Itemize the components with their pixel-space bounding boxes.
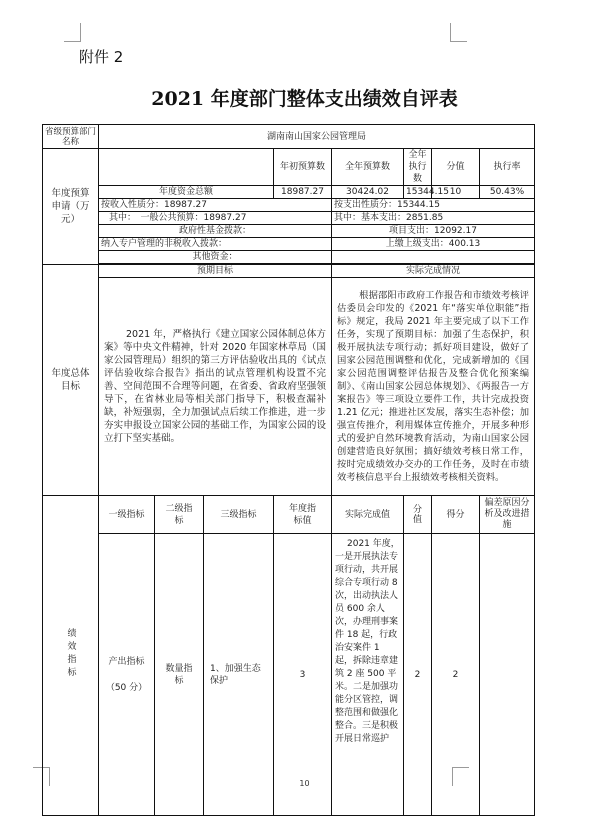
expense-basic: 其中：基本支出：2851.85	[332, 212, 535, 225]
expense-upper: 上缴上级支出：400.13	[332, 238, 535, 251]
total-exec-rate: 50.43%	[480, 186, 535, 199]
budget-header-row	[43, 149, 535, 186]
expense-by-nature: 按支出性质分：15344.15	[332, 199, 535, 212]
income-other: 其他资金：	[99, 251, 332, 264]
col-points: 分值	[432, 149, 480, 186]
col-initial-budget: 年初预算数	[274, 149, 332, 186]
col-deviation: 偏差原因分析及改进措施	[480, 496, 535, 534]
income-expense-row-3	[43, 225, 535, 238]
col-level1: 一级指标	[99, 496, 155, 534]
col-annual-executed: 全年执行数	[404, 149, 432, 186]
budget-header-blank	[99, 149, 274, 186]
page-number: 10	[299, 779, 310, 788]
income-general-budget: 其中： 一般公共预算：18987.27	[99, 212, 332, 225]
budget-total-row	[43, 186, 535, 199]
total-initial: 18987.27	[274, 186, 332, 199]
indicator-section-label: 绩效指标	[43, 496, 99, 816]
expected-goal-text: 2021 年，严格执行《建立国家公园体制总体方案》等中央文件精神，针对 2020 年国家林草局（国家公园管理局）组织的第三方评估验收出具的《试点评估验收综合报告》指出的试点管理机构设置不完善、空间范围不合理等问题，在省委、省政府坚强领导下，在省林业局等相关部门指导下，积极查漏补缺，补短强弱，全力加强试点后续工作推进，进一步夯实申报设立国家公园的基础工作，为国家公园的设立打下坚实基础。	[99, 278, 332, 496]
col-exec-rate: 执行率	[480, 149, 535, 186]
total-label: 年度资金总额	[99, 186, 274, 199]
total-executed: 15344.15	[404, 186, 432, 199]
income-by-nature: 按收入性质分：18987.27	[99, 199, 332, 212]
col-target: 年度指标值	[274, 496, 332, 534]
gap	[101, 668, 152, 682]
attachment-label: 附件 2	[79, 48, 124, 66]
actual-cell: 2021 年度，一是开展执法专项行动，共开展综合专项行动 8 次，出动执法人员 600 余人次，办理刑事案件 18 起，行政治安案件 1 起，拆除违章建筑 2 座 500 平米。二是加强功能分区管控，调整范围和做强化整合。三是积极开展日常巡护	[332, 534, 404, 816]
expense-blank	[332, 251, 535, 264]
budget-section-label: 年度预算申请（万元）	[43, 149, 99, 265]
dept-row	[43, 125, 535, 149]
dept-label: 省级预算部门名称	[43, 125, 99, 149]
col-level2: 二级指标	[155, 496, 204, 534]
income-expense-row-4	[43, 238, 535, 251]
document-title: 2021 年度部门整体支出绩效自评表	[151, 88, 458, 110]
score-cell: 2	[432, 534, 480, 816]
crop-mark-top-right	[450, 23, 467, 42]
indicator-row	[43, 534, 535, 816]
col-ind-points: 分值	[404, 496, 432, 534]
goal-section-label: 年度总体目标	[43, 265, 99, 496]
dept-name: 湖南南山国家公园管理局	[99, 125, 535, 149]
expected-goal-header: 预期目标	[99, 265, 332, 278]
expense-project: 项目支出：12092.17	[332, 225, 535, 238]
income-expense-row-1	[43, 199, 535, 212]
level1-score: （50 分）	[105, 682, 148, 693]
points-cell: 2	[404, 534, 432, 816]
deviation-cell	[480, 534, 535, 816]
income-gov-fund: 政府性基金拨款：	[99, 225, 332, 238]
income-expense-row-2	[43, 212, 535, 225]
col-ind-score: 得分	[432, 496, 480, 534]
total-annual: 30424.02	[332, 186, 404, 199]
crop-mark-top-left	[64, 23, 81, 42]
actual-goal-header: 实际完成情况	[332, 265, 535, 278]
col-level3: 三级指标	[204, 496, 274, 534]
income-expense-row-5	[43, 251, 535, 264]
target-cell: 3	[274, 534, 332, 816]
col-actual: 实际完成值	[332, 496, 404, 534]
level1-name: 产出指标	[108, 656, 145, 667]
income-non-tax: 纳入专户管理的非税收入拨款：	[99, 238, 332, 251]
level1-cell	[99, 534, 155, 816]
goal-content-row	[43, 278, 535, 496]
actual-goal-text: 根据邵阳市政府工作报告和市绩效考核评估委员会印发的《2021 年“落实单位职能”指标》规定，我局 2021 年主要完成了以下工作任务，实现了预期目标：加强了生态保护，积极开展执法专项行动；抓好项目建设，做好了国家公园范围调整和优化，完成新增加的《国家公园范围调整评估报告及整合优化预案编制》、《南山国家公园总体规划》、《两报告一方案报告》等三项设立要件工作，共计完成投资 1.21 亿元；推进社区发展，落实生态补偿；加强宣传推介，利用媒体宣传推介，开展多种形式的爱护自然环境教育活动，为南山国家公园创建营造良好氛围；搞好绩效考核日常工作，按时完成绩效办交办的工作任务，及时在市绩效考核信息平台上报绩效考核相关资料。	[332, 278, 535, 496]
indicator-header-row	[43, 496, 535, 534]
col-annual-budget: 全年预算数	[332, 149, 404, 186]
total-points: 10	[432, 186, 480, 199]
level2-cell: 数量指标	[155, 534, 204, 816]
self-evaluation-table	[42, 124, 535, 816]
goal-header-row	[43, 265, 535, 278]
level3-cell: 1、加强生态保护	[204, 534, 274, 816]
